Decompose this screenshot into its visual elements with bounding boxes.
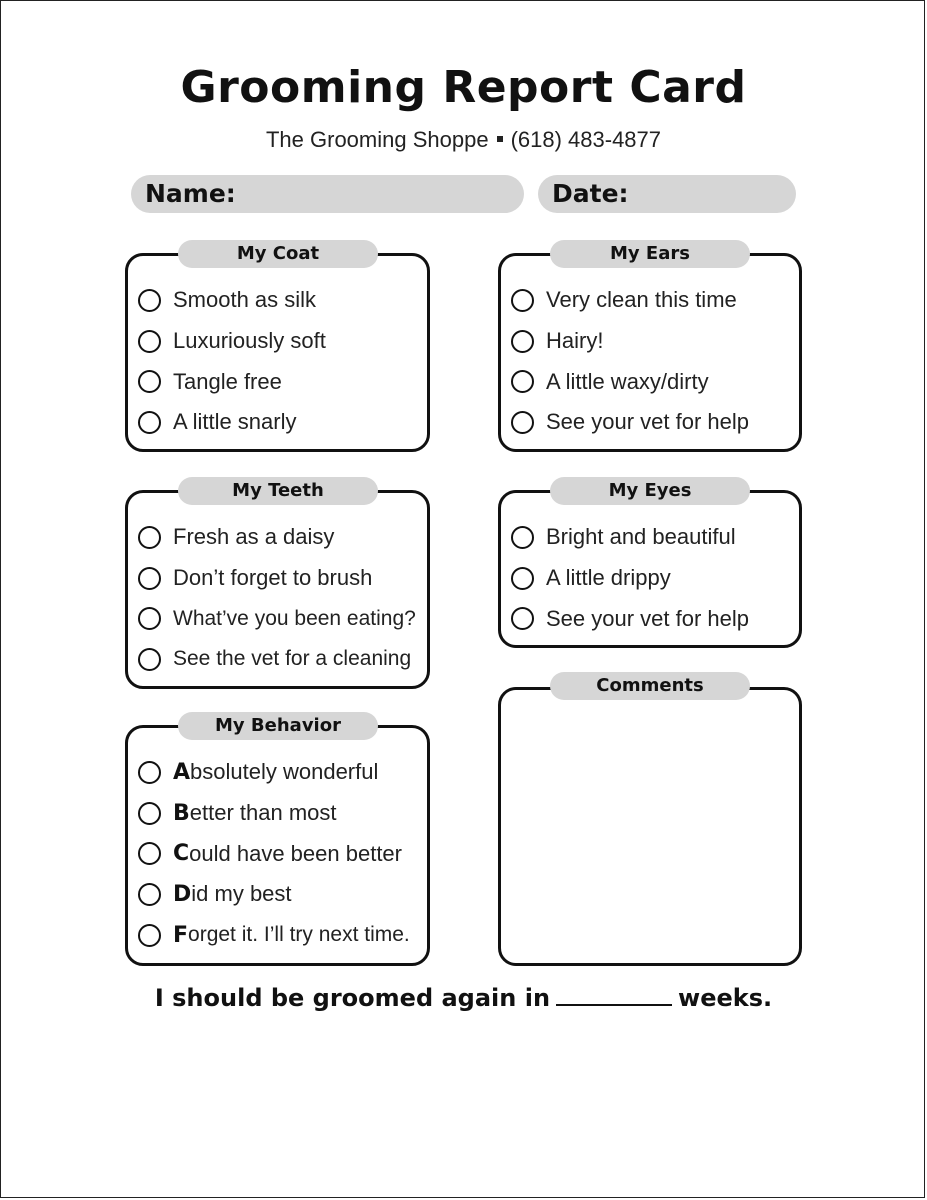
teeth-option[interactable]: What’ve you been eating?	[138, 598, 423, 639]
ears-option[interactable]: A little waxy/dirty	[511, 361, 795, 402]
radio-circle[interactable]	[138, 289, 161, 312]
eyes-section	[498, 490, 802, 648]
radio-circle[interactable]	[511, 567, 534, 590]
teeth-option[interactable]: See the vet for a cleaning	[138, 639, 423, 680]
coat-section-title: My Coat	[178, 240, 378, 268]
coat-option[interactable]: A little snarly	[138, 402, 423, 443]
behavior-option[interactable]: C ould have been better	[138, 833, 423, 874]
radio-circle[interactable]	[511, 526, 534, 549]
behavior-option[interactable]: D id my best	[138, 874, 423, 915]
teeth-option[interactable]: Don’t forget to brush	[138, 558, 423, 599]
radio-circle[interactable]	[138, 330, 161, 353]
coat-option[interactable]: Smooth as silk	[138, 280, 423, 321]
radio-circle[interactable]	[138, 411, 161, 434]
eyes-section-title: My Eyes	[550, 477, 750, 505]
ears-options	[511, 280, 795, 443]
teeth-section-title: My Teeth	[178, 477, 378, 505]
ears-section	[498, 253, 802, 452]
eyes-option[interactable]: A little drippy	[511, 558, 795, 599]
shop-info	[0, 127, 927, 153]
teeth-option[interactable]: Fresh as a daisy	[138, 517, 423, 558]
behavior-options	[138, 752, 423, 955]
eyes-option[interactable]: Bright and beautiful	[511, 517, 795, 558]
behavior-section	[125, 725, 430, 966]
radio-circle[interactable]	[138, 526, 161, 549]
teeth-section	[125, 490, 430, 689]
radio-circle[interactable]	[138, 648, 161, 671]
radio-circle[interactable]	[138, 883, 161, 906]
radio-circle[interactable]	[138, 370, 161, 393]
radio-circle[interactable]	[138, 567, 161, 590]
radio-circle[interactable]	[511, 411, 534, 434]
name-label: Name:	[145, 179, 236, 208]
separator-dot	[497, 136, 503, 142]
coat-section	[125, 253, 430, 452]
behavior-option[interactable]: B etter than most	[138, 793, 423, 834]
date-field[interactable]	[538, 175, 796, 213]
radio-circle[interactable]	[511, 330, 534, 353]
ears-option[interactable]: See your vet for help	[511, 402, 795, 443]
behavior-option[interactable]: F orget it. I’ll try next time.	[138, 915, 423, 956]
teeth-options	[138, 517, 423, 680]
behavior-option[interactable]: A bsolutely wonderful	[138, 752, 423, 793]
radio-circle[interactable]	[138, 924, 161, 947]
ears-option[interactable]: Hairy!	[511, 321, 795, 362]
comments-box[interactable]	[498, 687, 802, 966]
regroom-sentence	[0, 984, 927, 1012]
coat-option[interactable]: Luxuriously soft	[138, 321, 423, 362]
radio-circle[interactable]	[511, 370, 534, 393]
radio-circle[interactable]	[138, 761, 161, 784]
shop-name: The Grooming Shoppe	[265, 127, 489, 152]
radio-circle[interactable]	[138, 607, 161, 630]
regroom-prefix: I should be groomed again in	[154, 984, 551, 1012]
radio-circle[interactable]	[138, 842, 161, 865]
shop-phone: (618) 483-4877	[510, 127, 662, 152]
radio-circle[interactable]	[511, 607, 534, 630]
name-field[interactable]	[131, 175, 524, 213]
weeks-blank[interactable]	[556, 984, 672, 1006]
radio-circle[interactable]	[511, 289, 534, 312]
eyes-options	[511, 517, 795, 639]
date-label: Date:	[552, 179, 629, 208]
regroom-suffix: weeks.	[678, 984, 773, 1012]
comments-section-title: Comments	[550, 672, 750, 700]
radio-circle[interactable]	[138, 802, 161, 825]
page-title: Grooming Report Card	[180, 62, 747, 113]
ears-section-title: My Ears	[550, 240, 750, 268]
coat-option[interactable]: Tangle free	[138, 361, 423, 402]
ears-option[interactable]: Very clean this time	[511, 280, 795, 321]
eyes-option[interactable]: See your vet for help	[511, 598, 795, 639]
coat-options	[138, 280, 423, 443]
behavior-section-title: My Behavior	[178, 712, 378, 740]
